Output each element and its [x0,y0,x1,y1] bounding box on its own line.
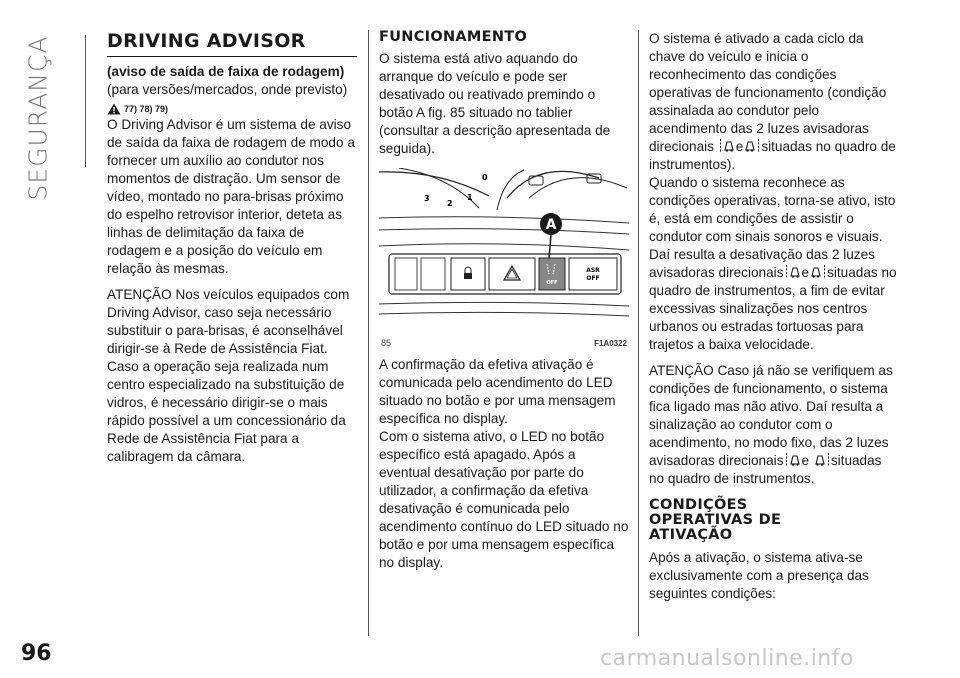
text-run: situadas no quadro de instrumentos. [649,453,882,486]
lane-button-label: OFF [546,280,558,286]
figure-code: F1A0322 [594,339,627,348]
gauge-digit: 0 [482,173,488,182]
paragraph-active-condition [649,174,899,354]
figure-callout-a: A [545,217,557,233]
text-run: O sistema é ativado a cada ciclo da chave do veículo e inicia o reconhecimento das condições operativas de funcionamento (condição assinalada ao condutor pelo acendimento das 2 luzes avisadoras direcionais [649,31,887,154]
warning-references [107,103,357,115]
lane-right-warning-icon [810,264,826,280]
lane-left-warning-icon [785,452,801,468]
paragraph-operation: O sistema está ativo aquando do arranque do veículo e pode ser desativado ou reativado premindo o botão A fig. 85 situado no tablier (consultar a descrição apresentada de seguida). [379,51,611,156]
availability-note: (para versões/mercados, onde previsto) [107,82,348,97]
section-side-label: SEGURANÇA [23,35,53,201]
section-title-conditions: CONDIÇÕES OPERATIVAS DE ATIVAÇÃO [649,497,782,543]
text-run: e [801,265,810,280]
section-subtitle: (aviso de saída de faixa de rodagem) [107,64,345,79]
dashboard-figure [379,168,629,348]
text-run: e [801,453,810,468]
asr-off-label: OFF [586,275,600,282]
text-run: situadas no quadro de instrumentos). [649,139,896,172]
gauge-digit: 1 [467,193,473,202]
lane-right-warning-icon [814,452,830,468]
gauge-digit: 3 [424,194,430,203]
paragraph-conditions: Após a ativação, o sistema ativa-se exclusivamente com a presença das seguintes condições: [649,550,869,601]
paragraph-attention-2 [649,362,899,488]
asr-label: ASR [586,267,600,274]
paragraph-activation [649,30,899,174]
dashboard-illustration [379,168,629,338]
text-run: e [735,139,744,154]
lane-right-warning-icon [744,138,760,154]
column-1 [107,30,357,466]
paragraph-confirmation: A confirmação da efetiva ativação é comunicada pelo acendimento do LED situado no botão e por uma mensagem específica no display. [379,357,616,426]
lane-left-warning-icon [719,138,735,154]
figure-number: 85 [381,338,392,348]
text-run: Quando o sistema reconhece as condições operativas, torna-se ativo, isto é, está em condições de assistir o condutor com sinais sonoros e visuais. Daí resulta a desativação das 2 luzes avisadoras direcionais [649,175,896,280]
paragraph-description: O Driving Advisor é um sistema de aviso de saída da faixa de rodagem de modo a fornecer um auxílio ao condutor nos momentos de distração. Um sensor de vídeo, montado no para-brisas próximo do espelho retrovisor interior, deteta as linhas de delimitação da faixa de rodagem e a posição do veículo em relação às mesmas. [107,117,355,276]
paragraph-attention: ATENÇÃO Nos veículos equipados com Driving Advisor, caso seja necessário substituir o para-brisas, é aconselhável dirigir-se à Rede de Assistência Fiat. Caso a operação seja realizada num centro especializado na substituição de vidros, é necessário dirigir-se o mais rápido possível a um concessionário da Rede de Assistência Fiat para a calibragem da câmara. [107,287,350,464]
page-number: 96 [21,641,52,666]
section-title-funcionamento: FUNCIONAMENTO [379,29,528,45]
reference-numbers: 77) 78) 79) [124,104,169,114]
watermark: carmanualsonline.info [600,646,854,671]
text-run: ATENÇÃO Caso já não se verifiquem as condições de funcionamento, o sistema fica ligado mas não ativo. Daí resulta a sinalização ao condutor com o acendimento, no modo fixo, das 2 luzes avisadoras direcionais [649,363,893,468]
warning-triangle-icon [107,103,121,115]
lane-left-warning-icon [785,264,801,280]
side-rule [85,35,86,167]
paragraph-led-status: Com o sistema ativo, o LED no botão específico está apagado. Após a eventual desativação por parte do utilizador, a confirmação da efetiva desativação é comunicada pelo acendimento contínuo do LED situado no botão e por uma mensagem específica no display. [379,429,629,570]
gauge-digit: 2 [447,199,453,208]
column-2 [379,30,629,572]
column-divider-2 [638,30,639,636]
column-divider-1 [368,30,369,636]
section-title: DRIVING ADVISOR [107,30,357,57]
text-run: situadas no quadro de instrumentos, a fim de evitar excessivas sinalizações nos centros urbanos ou estradas tortuosas para trajetos a baixa velocidade. [649,265,897,352]
column-3 [649,30,899,603]
